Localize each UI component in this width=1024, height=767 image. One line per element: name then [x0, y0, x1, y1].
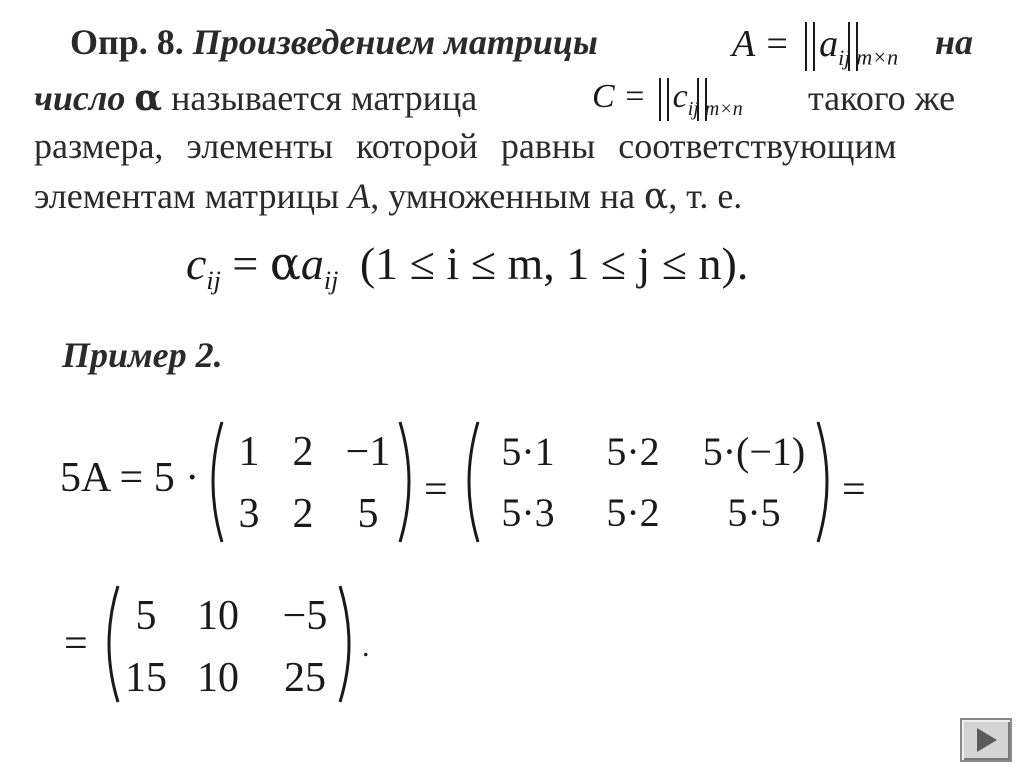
- matrix-cell: 5: [135, 593, 157, 639]
- definition-term: Произведением матрицы: [192, 22, 598, 62]
- result-matrix: [116, 592, 350, 702]
- definition-line2-end: такого же: [808, 78, 956, 118]
- definition-label: Опр. 8.: [70, 22, 184, 62]
- matrix-cell: 5·5: [727, 490, 781, 535]
- matrix-cell: 1: [238, 429, 260, 475]
- result-period: .: [362, 630, 370, 663]
- matrix-cell: 5·2: [606, 490, 660, 535]
- double-norm-a: [807, 22, 856, 71]
- matrix-cell: 5·1: [501, 429, 555, 474]
- formula-a-dims: m×n: [856, 44, 899, 70]
- definition-line4-mid: , умноженным на: [370, 176, 635, 216]
- equals-2: =: [842, 467, 866, 513]
- formula-c-sub: ij: [687, 97, 699, 120]
- formula-c-sub-main: ij: [206, 266, 221, 296]
- matrix-cell: 5·(−1): [702, 429, 806, 474]
- matrix-cell: 10: [197, 593, 239, 639]
- matrix-cell: 5: [357, 491, 379, 537]
- double-norm-c: [661, 78, 705, 121]
- right-paren-m1: [396, 418, 420, 546]
- definition-line2-mid: называется матрица: [171, 78, 478, 118]
- formula-a-lhs: A =: [732, 23, 790, 65]
- example-lhs: 5A = 5 ·: [60, 455, 200, 501]
- formula-c: c: [186, 238, 207, 289]
- matrix-cell: −1: [345, 429, 391, 475]
- formula-equals: =: [232, 238, 259, 289]
- matrix-cell: 10: [197, 655, 239, 701]
- right-paren-m2: [814, 418, 838, 546]
- matrix-cell: 2: [292, 491, 314, 537]
- example-title: Пример 2.: [62, 335, 223, 375]
- equals-3: =: [64, 621, 88, 667]
- definition-line-2: [34, 77, 478, 119]
- formula-c-element: c: [672, 78, 688, 115]
- formula-alpha: α: [269, 236, 301, 290]
- formula-a-sub: ij: [838, 44, 851, 70]
- matrix-cell: −5: [282, 593, 328, 639]
- definition-term-end: на: [935, 22, 973, 62]
- next-slide-button[interactable]: [960, 718, 1012, 762]
- right-paren-result: [336, 582, 360, 706]
- definition-line4-start: элементам матрицы: [34, 176, 340, 216]
- matrix-cell: 2: [292, 429, 314, 475]
- matrix-cell: 15: [125, 655, 167, 701]
- formula-a-element: a: [819, 23, 839, 65]
- main-formula: [186, 236, 748, 296]
- matrix-cell: 25: [284, 655, 326, 701]
- definition-line-1: [70, 24, 598, 60]
- matrix-cell: 3: [238, 491, 260, 537]
- definition-line-3: размера, элементы которой равны соответствующим: [34, 126, 897, 166]
- definition-line-4: [34, 178, 742, 215]
- formula-condition: (1 ≤ i ≤ m, 1 ≤ j ≤ n).: [359, 238, 749, 289]
- formula-a: a: [300, 238, 324, 289]
- formula-a-sub-main: ij: [323, 266, 339, 296]
- definition-line2-term: число: [34, 78, 126, 118]
- alpha-symbol: α: [134, 77, 163, 119]
- matrix-1: [222, 428, 406, 538]
- formula-c-lhs: C =: [592, 78, 647, 115]
- matrix-a-definition: [732, 22, 898, 71]
- matrix-cell: 5·3: [501, 490, 555, 535]
- definition-line4-a: A: [348, 176, 371, 216]
- equals-1: =: [424, 467, 448, 513]
- definition-line4-end: , т. е.: [668, 176, 743, 216]
- formula-c-dims: m×n: [704, 97, 743, 120]
- matrix-2: [478, 428, 820, 536]
- matrix-c-definition: [592, 78, 743, 121]
- alpha-symbol-2: α: [643, 176, 669, 217]
- play-right-icon: [962, 720, 1010, 760]
- matrix-cell: 5·2: [606, 429, 660, 474]
